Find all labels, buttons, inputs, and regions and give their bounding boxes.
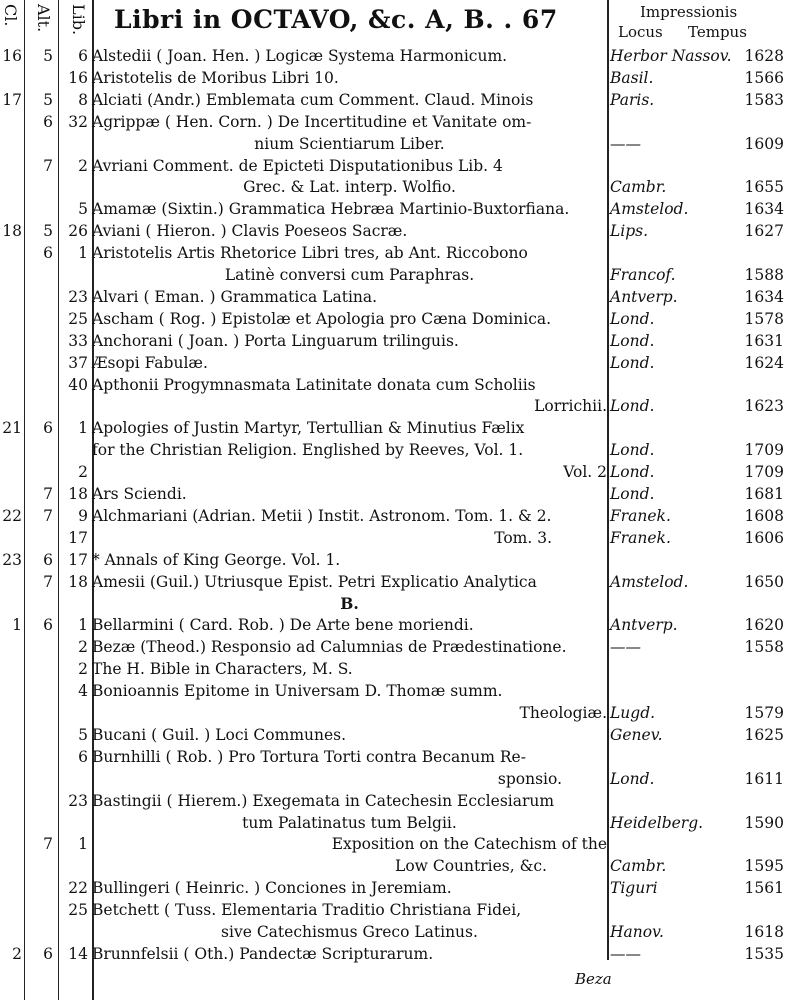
row-locus: Lond. [610,331,655,350]
row-locus: —— [610,638,641,657]
row-locus: —— [610,134,641,153]
row-title-text: Aristotelis de Moribus Libri 10. [92,68,339,87]
row-tempus: 1558 [744,638,784,657]
row-title-text: B. [340,593,359,613]
row-book-number: 6 [78,47,88,65]
row-title-text: Amesii (Guil.) Utriusque Epist. Petri Explicatio Analytica [92,572,537,591]
row-tempus: 1609 [744,134,784,153]
row-shelf-mark: 7 [43,156,53,175]
row-shelf-mark: 6 [43,112,53,131]
row-book-number: 17 [68,528,88,547]
row-locus: Hanov. [610,923,664,941]
row-locus: Amstelod. [610,200,689,219]
row-book-number: 1 [78,244,88,263]
row-book-number: 2 [78,156,88,175]
row-shelf-mark: 7 [43,572,53,591]
row-title-text: Alchmariani (Adrian. Metii ) Instit. Astronom. Tom. 1. & 2. [92,506,552,525]
header-cl: Cl. [1,4,20,27]
row-title-text: Agrippæ ( Hen. Corn. ) De Incertitudine et Vanitate om- [92,112,532,131]
row-title-text: nium Scientiarum Liber. [254,134,445,153]
row-shelf-mark: 5 [43,47,53,65]
row-title-text: sive Catechismus Greco Latinus. [221,923,478,941]
page-title: Libri in OCTAVO, &c. A, B. . 67 [114,5,558,34]
row-shelf-mark: 7 [43,506,53,525]
row-title-text: Tom. 3. [494,528,552,547]
row-tempus: 1590 [744,813,784,832]
catalogue-row [0,550,785,572]
catalogue-row [0,637,785,659]
header-lib: Lib. [69,4,88,36]
row-book-number: 5 [78,200,88,219]
row-book-number: 1 [78,616,88,635]
catalogue-row [0,681,785,703]
catalogue-row [0,265,785,287]
row-tempus: 1579 [744,704,784,722]
row-tempus: 1627 [744,222,784,241]
row-locus: Antverp. [610,287,678,306]
row-shelf-mark: 7 [43,835,53,854]
row-locus: Heidelberg. [610,813,704,832]
catalogue-row [0,834,785,856]
row-book-number: 4 [78,682,88,701]
catalogue-row [0,594,785,616]
row-title-text: Æsopi Fabulæ. [92,353,208,372]
row-tempus: 1634 [744,287,784,306]
catalogue-row [0,922,785,944]
row-book-number: 32 [68,112,88,131]
row-title-text: Bonioannis Epitome in Universam D. Thomæ summ. [92,682,503,701]
row-title-text: Bellarmini ( Card. Rob. ) De Arte bene moriendi. [92,616,474,635]
catalogue-row [0,703,785,725]
row-book-number: 6 [78,747,88,766]
catalogue-row [0,440,785,462]
row-tempus: 1625 [744,725,784,744]
row-shelf-mark: 5 [43,222,53,241]
row-title-text: tum Palatinatus tum Belgii. [242,813,457,832]
row-tempus: 1650 [744,572,784,591]
row-tempus: 1566 [744,68,784,87]
catalogue-row [0,944,785,966]
catalogue-row [0,856,785,878]
row-tempus: 1561 [744,879,784,898]
row-book-number: 37 [68,353,88,372]
row-title-text: Bullingeri ( Heinric. ) Conciones in Jeremiam. [92,879,452,898]
row-locus: Herbor Nassov. [610,47,732,65]
row-locus: Lond. [610,463,655,482]
row-locus: —— [610,944,641,963]
row-title-text: Amamæ (Sixtin.) Grammatica Hebræa Martinio-Buxtorfiana. [92,200,570,219]
row-title-text: Alvari ( Eman. ) Grammatica Latina. [92,287,378,306]
row-title-text: Avriani Comment. de Epicteti Disputationibus Lib. 4 [92,156,503,175]
row-book-number: 14 [68,944,88,963]
row-title-text: Brunnfelsii ( Oth.) Pandectæ Scripturarum. [92,944,434,963]
catalogue-row [0,375,785,397]
row-title-text: Apologies of Justin Martyr, Tertullian & Minutius Fælix [92,419,525,438]
row-tempus: 1628 [744,47,784,65]
row-book-number: 17 [68,550,88,569]
row-title-text: Burnhilli ( Rob. ) Pro Tortura Torti contra Becanum Re- [92,747,526,766]
catalogue-row [0,900,785,922]
row-class-mark: 16 [2,47,22,65]
row-title-text: Exposition on the Catechism of the [331,835,607,854]
catalogue-row [0,177,785,199]
row-tempus: 1595 [744,857,784,876]
row-locus: Cambr. [610,857,667,876]
row-tempus: 1618 [744,923,784,941]
row-locus: Lond. [610,309,655,328]
row-class-mark: 2 [12,944,22,963]
row-shelf-mark: 6 [43,550,53,569]
row-locus: Basil. [610,68,654,87]
catalogue-row [0,287,785,309]
row-shelf-mark: 6 [43,244,53,263]
row-locus: Paris. [610,90,655,109]
catalogue-row [0,221,785,243]
row-title-text: Betchett ( Tuss. Elementaria Traditio Christiana Fidei, [92,901,522,920]
row-tempus: 1634 [744,200,784,219]
row-locus: Lond. [610,769,655,788]
row-title-text: Alciati (Andr.) Emblemata cum Comment. Claud. Minois [92,90,534,109]
row-locus: Lips. [610,222,649,241]
row-tempus: 1655 [744,178,784,197]
row-shelf-mark: 7 [43,485,53,503]
row-book-number: 9 [78,506,88,525]
row-tempus: 1620 [744,616,784,635]
catalogue-row [0,243,785,265]
row-class-mark: 23 [2,550,22,569]
row-book-number: 1 [78,419,88,438]
row-shelf-mark: 6 [43,419,53,438]
catalogue-row [0,309,785,331]
row-shelf-mark: 5 [43,90,53,109]
catalogue-row [0,878,785,900]
row-class-mark: 21 [2,419,22,438]
row-book-number: 2 [78,638,88,657]
row-tempus: 1681 [744,485,784,503]
row-title-text: Theologiæ. [519,704,607,722]
catchword: Beza [575,970,612,988]
row-title-text: Lorrichii. [534,397,607,416]
row-title-text: Bezæ (Theod.) Responsio ad Calumnias de Prædestinatione. [92,638,567,657]
row-book-number: 2 [78,463,88,482]
row-book-number: 26 [68,222,88,241]
row-title-text: The H. Bible in Characters, M. S. [92,660,353,679]
row-locus: Lond. [610,353,655,372]
row-tempus: 1623 [744,397,784,416]
row-locus: Lond. [610,441,655,460]
row-class-mark: 17 [2,90,22,109]
catalogue-row [0,134,785,156]
row-title-text: Apthonii Progymnasmata Latinitate donata cum Scholiis [92,375,536,394]
catalogue-row [0,791,785,813]
row-book-number: 25 [68,309,88,328]
row-book-number: 23 [68,791,88,810]
row-book-number: 33 [68,331,88,350]
row-book-number: 2 [78,660,88,679]
row-tempus: 1578 [744,309,784,328]
catalogue-row [0,418,785,440]
catalogue-row [0,725,785,747]
row-tempus: 1611 [744,769,784,788]
header-tempus: Tempus [688,23,747,41]
row-locus: Franek. [610,528,671,547]
row-tempus: 1588 [744,266,784,284]
row-tempus: 1709 [744,463,784,482]
row-book-number: 18 [68,485,88,503]
row-title-text: Bucani ( Guil. ) Loci Communes. [92,725,347,744]
row-book-number: 25 [68,901,88,920]
catalogue-row [0,615,785,637]
catalogue-row [0,813,785,835]
row-book-number: 22 [68,879,88,898]
catalogue-row [0,659,785,681]
row-title-text: Ascham ( Rog. ) Epistolæ et Apologia pro Cæna Dominica. [92,309,552,328]
catalogue-row [0,112,785,134]
row-locus: Antverp. [610,616,678,635]
catalogue-row [0,747,785,769]
row-locus: Lond. [610,397,655,416]
catalogue-row [0,462,785,484]
catalogue-row [0,769,785,791]
row-title-text: Anchorani ( Joan. ) Porta Linguarum trilinguis. [92,331,459,350]
row-locus: Lond. [610,485,655,503]
catalogue-row [0,331,785,353]
row-title-text: Grec. & Lat. interp. Wolfio. [243,178,456,197]
row-title-text: * Annals of King George. Vol. 1. [92,550,341,569]
row-title-text: Bastingii ( Hierem.) Exegemata in Catechesin Ecclesiarum [92,791,555,810]
row-book-number: 1 [78,835,88,854]
row-locus: Tiguri [610,879,658,898]
row-class-mark: 22 [2,506,22,525]
row-locus: Amstelod. [610,572,689,591]
row-title-text: Aviani ( Hieron. ) Clavis Poeseos Sacræ. [92,222,408,241]
row-shelf-mark: 6 [43,944,53,963]
row-tempus: 1631 [744,331,784,350]
row-title-text: sponsio. [497,769,562,788]
row-tempus: 1606 [744,528,784,547]
header-alt: Alt. [34,4,53,33]
row-title-text: Latinè conversi cum Paraphras. [224,266,475,284]
row-locus: Lugd. [610,704,656,722]
row-shelf-mark: 6 [43,616,53,635]
row-tempus: 1535 [744,944,784,963]
row-book-number: 40 [68,375,88,394]
header-impressionis: Impressionis [640,3,738,21]
row-book-number: 8 [78,90,88,109]
catalogue-row [0,506,785,528]
catalogue-row [0,528,785,550]
row-locus: Cambr. [610,178,667,197]
row-title-text: Alstedii ( Joan. Hen. ) Logicæ Systema Harmonicum. [92,47,508,65]
row-class-mark: 1 [12,616,22,635]
row-title-text: Ars Sciendi. [92,485,187,503]
row-title-text: for the Christian Religion. Englished by Reeves, Vol. 1. [92,441,524,460]
catalogue-row [0,199,785,221]
row-locus: Francof. [610,266,676,284]
catalogue-row [0,572,785,594]
catalogue-row [0,353,785,375]
row-locus: Franek. [610,506,671,525]
catalogue-row [0,46,785,68]
row-tempus: 1624 [744,353,784,372]
row-tempus: 1709 [744,441,784,460]
catalogue-row [0,68,785,90]
catalogue-row [0,156,785,178]
row-title-text: Vol. 2 [563,463,607,482]
catalogue-row [0,396,785,418]
row-title-text: Low Countries, &c. [395,857,547,876]
catalogue-row [0,90,785,112]
row-locus: Genev. [610,725,663,744]
header-locus: Locus [618,23,663,41]
catalogue-row [0,484,785,506]
row-title-text: Aristotelis Artis Rhetorice Libri tres, ab Ant. Riccobono [92,244,528,263]
row-book-number: 18 [68,572,88,591]
row-book-number: 23 [68,287,88,306]
row-class-mark: 18 [2,222,22,241]
row-book-number: 5 [78,725,88,744]
row-tempus: 1583 [744,90,784,109]
row-book-number: 16 [68,68,88,87]
row-tempus: 1608 [744,506,784,525]
